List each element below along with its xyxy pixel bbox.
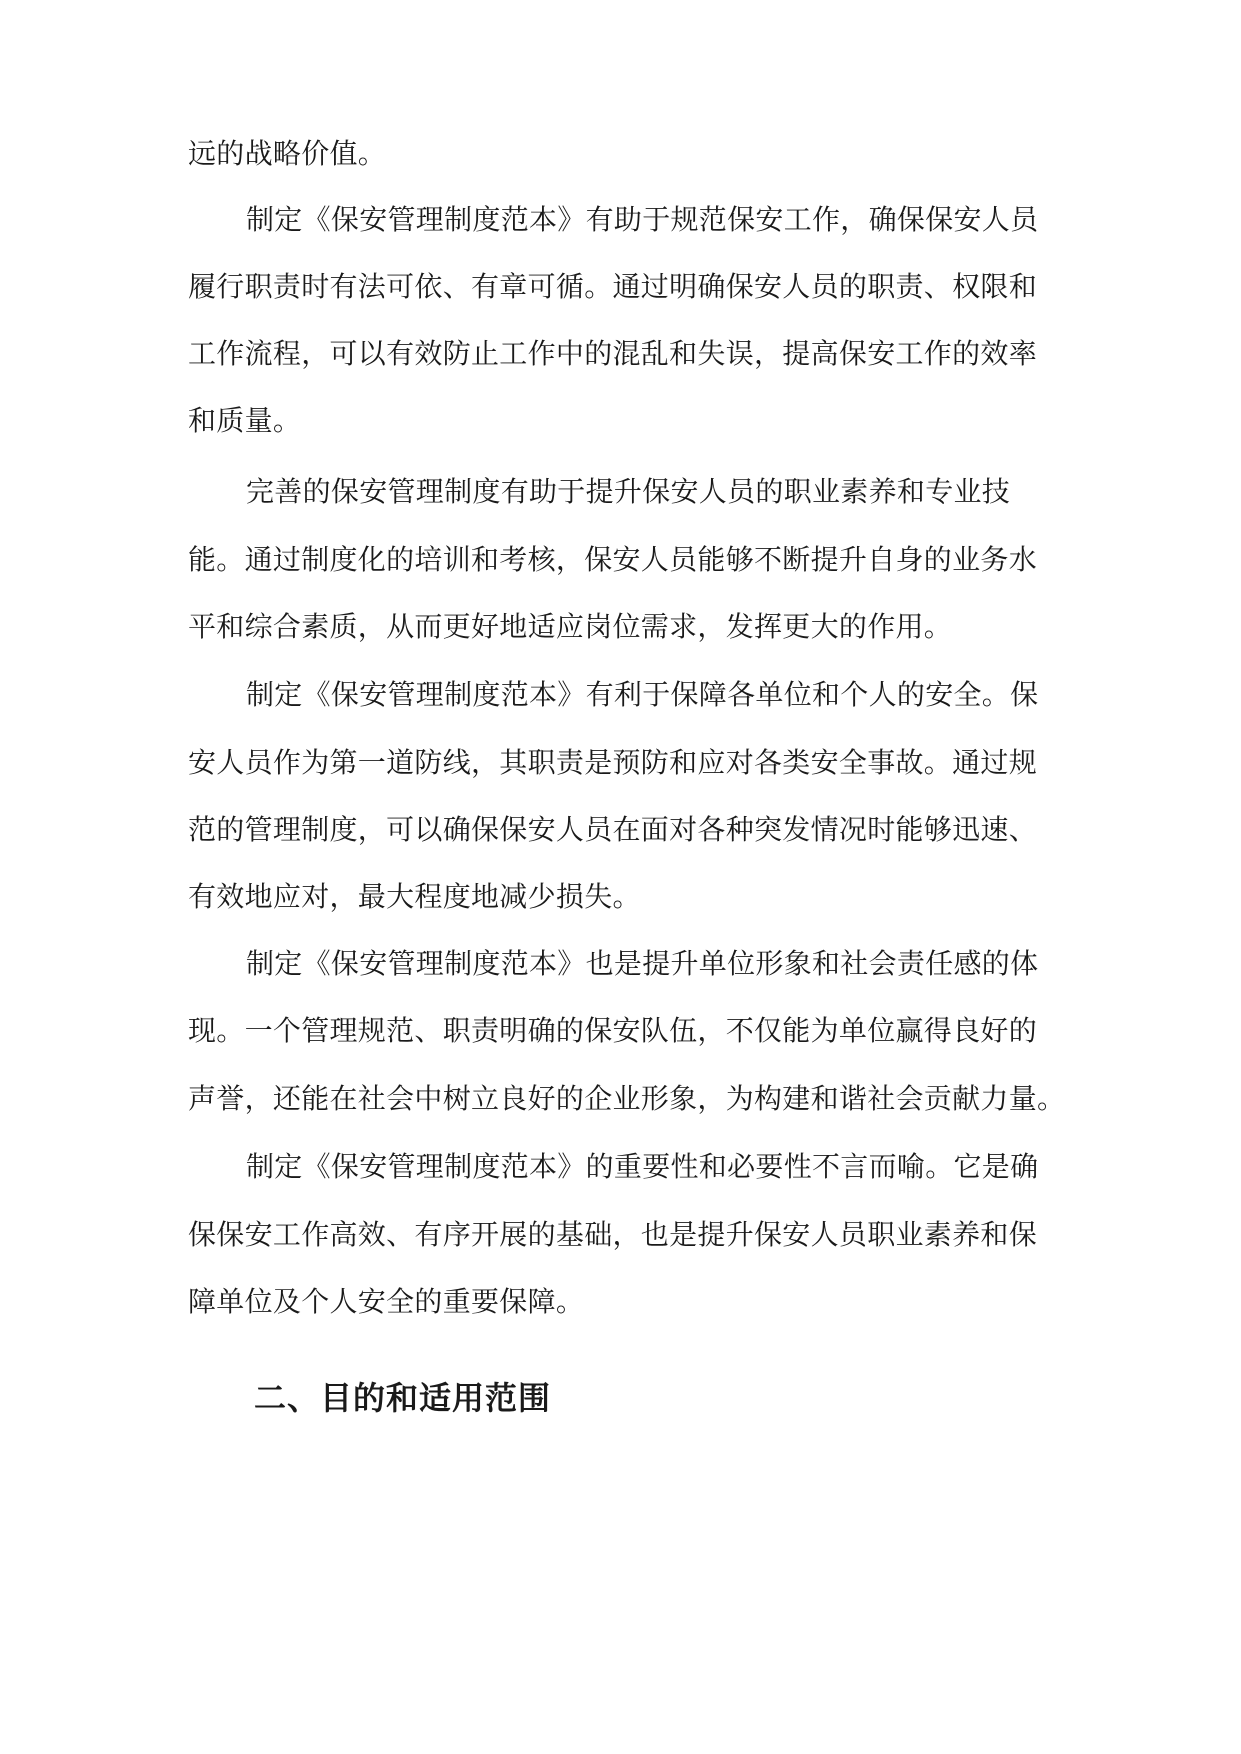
paragraph-line: 平和综合素质，从而更好地适应岗位需求，发挥更大的作用。 — [188, 610, 953, 643]
paragraph-line: 制定《保安管理制度范本》有利于保障各单位和个人的安全。保 — [246, 678, 1039, 711]
paragraph-line: 和质量。 — [188, 404, 302, 437]
paragraph-line: 能。通过制度化的培训和考核，保安人员能够不断提升自身的业务水 — [188, 543, 1038, 576]
paragraph-line: 保保安工作高效、有序开展的基础，也是提升保安人员职业素养和保 — [188, 1218, 1038, 1251]
paragraph-line: 有效地应对，最大程度地减少损失。 — [188, 880, 641, 913]
paragraph-line: 现。一个管理规范、职责明确的保安队伍，不仅能为单位赢得良好的 — [188, 1014, 1038, 1047]
paragraph-line: 安人员作为第一道防线，其职责是预防和应对各类安全事故。通过规 — [188, 746, 1038, 779]
paragraph-line: 范的管理制度，可以确保保安人员在面对各种突发情况时能够迅速、 — [188, 813, 1038, 846]
paragraph-line: 完善的保安管理制度有助于提升保安人员的职业素养和专业技 — [246, 475, 1011, 508]
paragraph-line: 障单位及个人安全的重要保障。 — [188, 1285, 585, 1318]
paragraph-line: 远的战略价值。 — [188, 137, 387, 170]
paragraph-line: 制定《保安管理制度范本》的重要性和必要性不言而喻。它是确 — [246, 1150, 1039, 1183]
paragraph-line: 履行职责时有法可依、有章可循。通过明确保安人员的职责、权限和 — [188, 270, 1038, 303]
paragraph-line: 工作流程，可以有效防止工作中的混乱和失误，提高保安工作的效率 — [188, 337, 1038, 370]
paragraph-line: 制定《保安管理制度范本》有助于规范保安工作，确保保安人员 — [246, 203, 1039, 236]
paragraph-line: 制定《保安管理制度范本》也是提升单位形象和社会责任感的体 — [246, 947, 1039, 980]
paragraph-line: 声誉，还能在社会中树立良好的企业形象，为构建和谐社会贡献力量。 — [188, 1082, 1066, 1115]
section-heading: 二、目的和适用范围 — [254, 1379, 552, 1417]
